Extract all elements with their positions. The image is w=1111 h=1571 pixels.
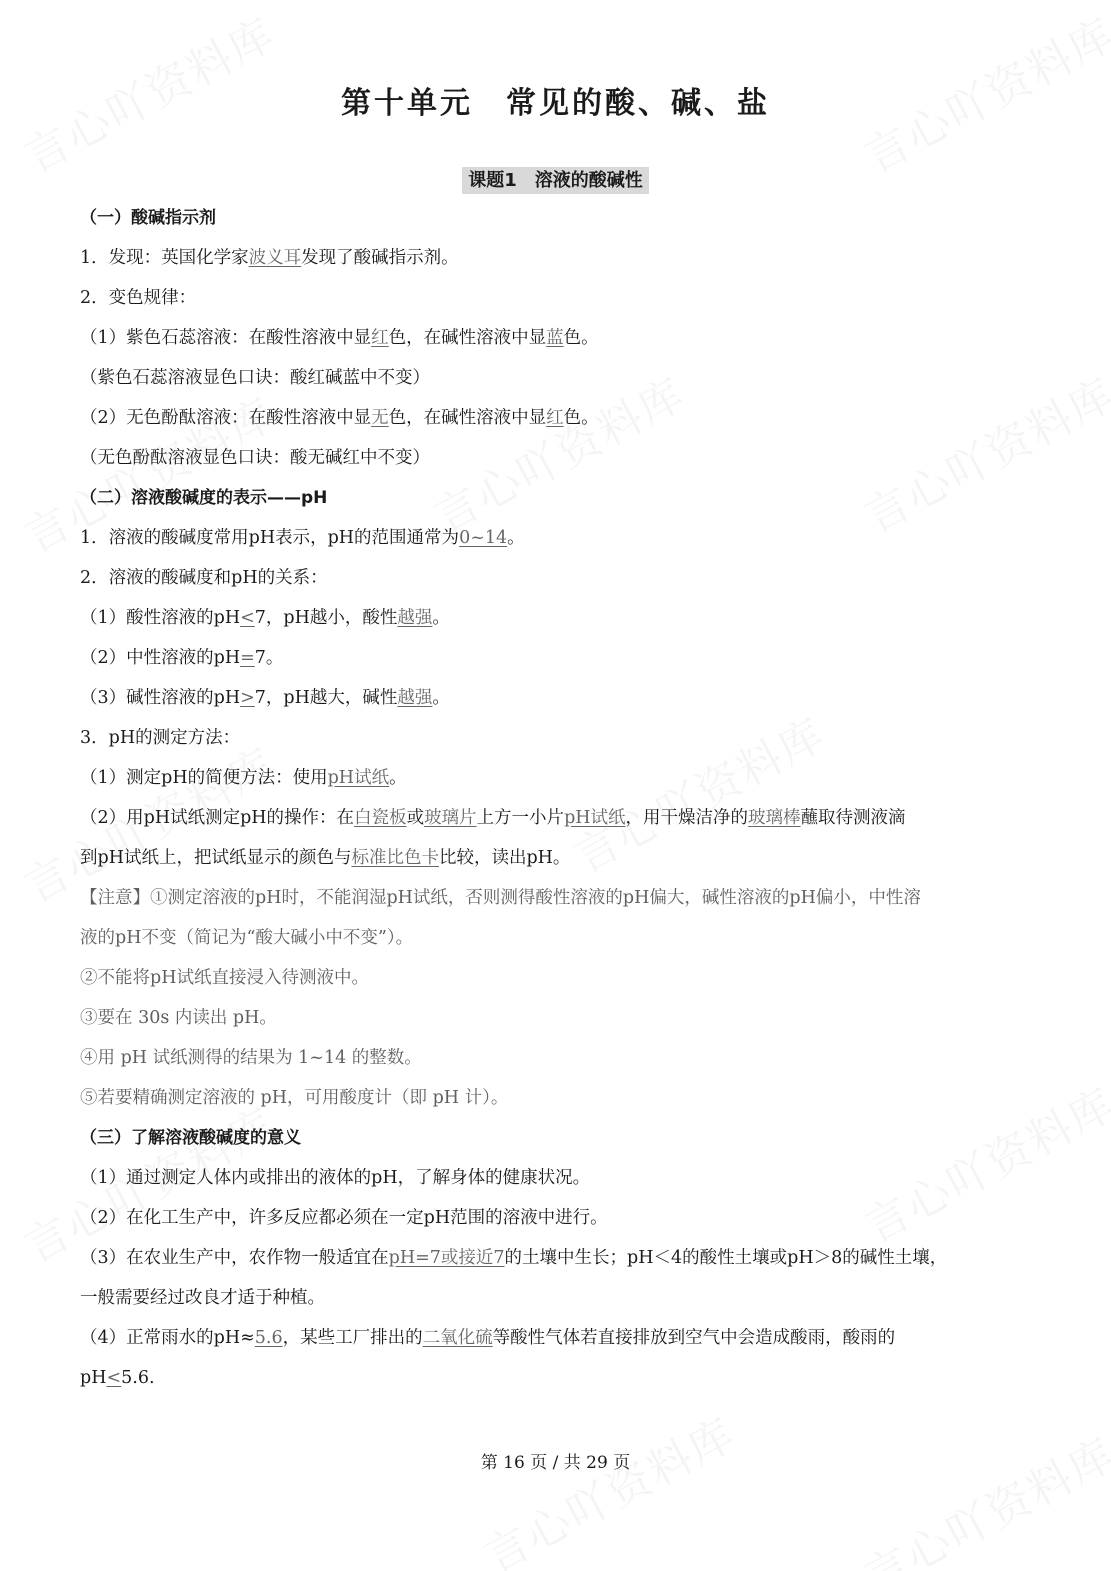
answer-blank: = — [240, 648, 255, 668]
unit-title: 第十单元 常见的酸、碱、盐 — [341, 86, 770, 121]
paragraph-procedure-cont: 到pH试纸上，把试纸显示的颜色与标准比色卡比较，读出pH。 — [80, 848, 571, 868]
paragraph-chemical-industry: （2）在化工生产中，许多反应都必须在一定pH范围的溶液中进行。 — [80, 1208, 608, 1228]
answer-blank: 越强 — [397, 608, 433, 628]
answer-blank: 5.6 — [254, 1328, 283, 1348]
section-heading-indicators: （一）酸碱指示剂 — [80, 208, 216, 228]
page-footer: 第 16 页 / 共 29 页 — [480, 1453, 631, 1473]
paragraph-litmus: （1）紫色石蕊溶液：在酸性溶液中显红色，在碱性溶液中显蓝色。 — [80, 328, 599, 348]
paragraph-acid-rain: （4）正常雨水的pH≈5.6，某些工厂排出的二氧化硫等酸性气体若直接排放到空气中会造成酸雨，酸雨的 — [80, 1328, 896, 1348]
answer-blank: < — [240, 608, 255, 628]
answer-blank: pH试纸 — [564, 808, 626, 828]
paragraph-discovery: 1．发现：英国化学家波义耳发现了酸碱指示剂。 — [80, 248, 459, 268]
paragraph-ph-method: 3．pH的测定方法： — [80, 728, 241, 748]
paragraph-ph-range: 1．溶液的酸碱度常用pH表示，pH的范围通常为0~14。 — [80, 528, 525, 548]
answer-blank: < — [106, 1368, 122, 1388]
answer-blank: 标准比色卡 — [351, 848, 439, 868]
answer-blank: 二氧化硫 — [422, 1328, 493, 1348]
paragraph-health: （1）通过测定人体内或排出的液体的pH，了解身体的健康状况。 — [80, 1168, 591, 1188]
paragraph-basic: （3）碱性溶液的pH>7，pH越大，碱性越强。 — [80, 688, 450, 708]
note-4: ④用 pH 试纸测得的结果为 1~14 的整数。 — [80, 1048, 422, 1068]
answer-blank: 玻璃片 — [424, 808, 477, 828]
answer-blank: pH试纸 — [327, 768, 390, 788]
paragraph-litmus-mnemonic: （紫色石蕊溶液显色口诀：酸红碱蓝中不变） — [80, 368, 430, 388]
note-5: ⑤若要精确测定溶液的 pH，可用酸度计（即 pH 计）。 — [80, 1088, 509, 1108]
paragraph-simple-method: （1）测定pH的简便方法：使用pH试纸。 — [80, 768, 407, 788]
answer-blank: pH=7或接近7 — [388, 1248, 505, 1268]
answer-blank: 0~14 — [459, 528, 508, 548]
paragraph-acid-rain-cont: pH<5.6. — [80, 1368, 155, 1388]
note-1-cont: 液的pH不变（简记为“酸大碱小中不变”）。 — [80, 928, 414, 948]
paragraph-phenolphthalein: （2）无色酚酞溶液：在酸性溶液中显无色，在碱性溶液中显红色。 — [80, 408, 599, 428]
section-heading-ph: （二）溶液酸碱度的表示——pH — [80, 488, 328, 508]
lesson-title — [0, 166, 1111, 192]
note-2: ②不能将pH试纸直接浸入待测液中。 — [80, 968, 369, 988]
answer-blank: 玻璃棒 — [748, 808, 801, 828]
paragraph-agriculture-cont: 一般需要经过改良才适于种植。 — [80, 1288, 325, 1308]
note-1: 【注意】①测定溶液的pH时，不能润湿pH试纸，否则测得酸性溶液的pH偏大，碱性溶液的pH偏小，中性溶 — [80, 888, 921, 908]
answer-blank: 波义耳 — [248, 248, 302, 268]
answer-blank: 蓝 — [546, 328, 564, 348]
section-heading-significance: （三）了解溶液酸碱度的意义 — [80, 1128, 301, 1148]
paragraph-color-rule: 2．变色规律： — [80, 288, 197, 308]
paragraph-phenolphthalein-mnemonic: （无色酚酞溶液显色口诀：酸无碱红中不变） — [80, 448, 430, 468]
paragraph-acidic: （1）酸性溶液的pH<7，pH越小，酸性越强。 — [80, 608, 450, 628]
answer-blank: 红 — [371, 328, 389, 348]
note-3: ③要在 30s 内读出 pH。 — [80, 1008, 277, 1028]
answer-blank: > — [240, 688, 255, 708]
answer-blank: 白瓷板 — [354, 808, 407, 828]
paragraph-procedure: （2）用pH试纸测定pH的操作：在白瓷板或玻璃片上方一小片pH试纸，用干燥洁净的玻璃棒蘸取待测液滴 — [80, 808, 906, 828]
lesson-title-text: 课题1 溶液的酸碱性 — [462, 167, 649, 194]
answer-blank: 红 — [546, 408, 564, 428]
paragraph-agriculture: （3）在农业生产中，农作物一般适宜在pH=7或接近7的土壤中生长；pH＜4的酸性土壤或pH＞8的碱性土壤， — [80, 1248, 948, 1268]
paragraph-neutral: （2）中性溶液的pH=7。 — [80, 648, 284, 668]
answer-blank: 越强 — [397, 688, 433, 708]
paragraph-ph-relation: 2．溶液的酸碱度和pH的关系： — [80, 568, 328, 588]
answer-blank: 无 — [371, 408, 389, 428]
